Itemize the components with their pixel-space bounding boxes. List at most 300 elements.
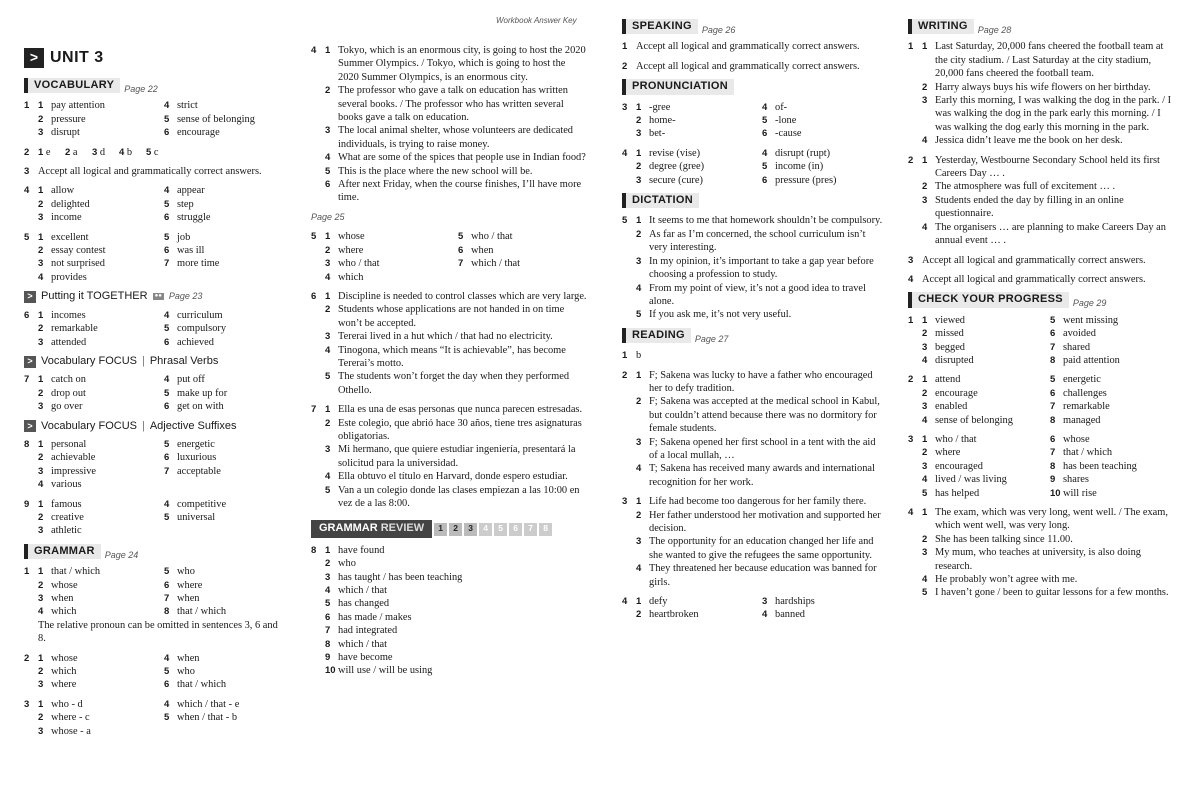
section-vocabulary: VOCABULARY Page 22 [24, 78, 286, 93]
item-number: 2 [38, 113, 44, 125]
item-number: 2 [922, 533, 928, 545]
answer-item [325, 244, 454, 257]
item-text: home- [649, 115, 676, 127]
item-number: 2 [325, 558, 331, 570]
item-number: 3 [636, 128, 642, 140]
exercise-row [311, 230, 587, 284]
item-text: who [338, 558, 356, 570]
item-number: 5 [325, 371, 331, 383]
exercise-number [622, 395, 636, 435]
item-number: 2 [325, 417, 331, 429]
item-text: step [177, 198, 194, 210]
item-text: viewed [935, 314, 966, 326]
answer-item [622, 228, 884, 255]
exercise [908, 40, 1174, 147]
answer-item [1050, 327, 1174, 340]
exercise-number [622, 255, 636, 282]
item-text: remarkable [1063, 401, 1110, 413]
answer-item [164, 387, 286, 400]
item-text: went missing [1063, 314, 1119, 326]
item-number: 6 [164, 336, 170, 348]
item-text: managed [1063, 414, 1101, 426]
item-number: 4 [164, 374, 170, 386]
answer-item [922, 433, 1046, 446]
item-text: lived / was living [935, 474, 1007, 486]
answer-item [164, 451, 286, 464]
item-text: athletic [51, 525, 82, 537]
item-text: when [177, 593, 200, 604]
answer-item [311, 651, 587, 664]
item-number: 2 [922, 387, 928, 399]
exercise-row [622, 147, 884, 187]
item-text: F; Sakena was accepted at the medical school in Kabul, but couldn’t attend because there was no dormitory for female students. [649, 396, 880, 435]
answer-item [311, 124, 587, 151]
section-check-progress: CHECK YOUR PROGRESS Page 29 [908, 292, 1174, 307]
review-box: 8 [539, 523, 552, 536]
item-text: when [51, 593, 74, 604]
answer-grid [38, 498, 286, 538]
answer-column [1050, 314, 1174, 368]
item-number: 5 [164, 712, 170, 724]
item-number: 2 [922, 447, 928, 459]
item-text: challenges [1063, 387, 1107, 399]
item-text: shared [1063, 341, 1091, 353]
item-number: 5 [164, 231, 170, 243]
answer-column [38, 309, 160, 349]
item-number: 8 [164, 606, 170, 618]
answer-column [922, 433, 1046, 500]
item-text: Mi hermano, que quiere estudiar ingeniería, presentará la solicitud para la universidad. [338, 444, 576, 469]
item-text: energetic [1063, 374, 1101, 386]
answer-item [1050, 354, 1174, 367]
answer-item [38, 698, 160, 711]
item-number: 1 [38, 374, 44, 386]
item-number: 7 [164, 258, 170, 270]
item-text: From my point of view, it’s not a good idea to travel alone. [649, 282, 866, 307]
item-text: whose - a [51, 725, 91, 737]
item-text: when [177, 652, 200, 664]
answer-column [38, 438, 160, 492]
item-number: 4 [922, 474, 928, 486]
item-number: 6 [164, 401, 170, 413]
item-text: energetic [177, 438, 215, 450]
item-number: 3 [636, 436, 642, 448]
answer-grid [38, 652, 286, 692]
item-number: 5 [762, 115, 768, 127]
answer-column [922, 314, 1046, 368]
item-number: 9 [1050, 474, 1056, 486]
item-number: 2 [636, 115, 642, 127]
item-number: 6 [164, 452, 170, 464]
item-number: 4 [325, 585, 331, 597]
item-number: 2 [325, 304, 331, 316]
item-number: 5 [164, 438, 170, 450]
exercise [311, 44, 587, 205]
item-text: where - c [51, 712, 90, 724]
exercise-row [24, 652, 286, 692]
answer-column [164, 309, 286, 349]
exercise-number [311, 638, 325, 651]
answer-item [38, 113, 160, 126]
answer-column [636, 595, 758, 622]
item-number: 3 [38, 336, 44, 348]
item-text: encouraged [935, 460, 983, 472]
answer-item [636, 160, 758, 173]
answer-item [164, 678, 286, 691]
answer-item [922, 314, 1046, 327]
answer-grid [922, 433, 1174, 500]
exercise-number: 4 [311, 45, 317, 56]
answer-item [38, 322, 160, 335]
item-text: This is the place where the new school will be. [338, 165, 533, 177]
item-text: Early this morning, I was walking the dog in the park. / I was walking the dog in the park early this morning. / I was walking the dog early this morning in the park. [935, 95, 1172, 133]
exercise-number: 4 [622, 147, 628, 159]
item-number: 7 [1050, 341, 1056, 353]
answer-item [311, 151, 587, 164]
item-number: 4 [922, 574, 928, 586]
together-badge-icon: ●● [154, 293, 162, 300]
item-text: universal [177, 511, 216, 523]
answer-column [762, 101, 884, 141]
answer-item [164, 498, 286, 511]
answer-item [164, 198, 286, 211]
item-number: 1 [38, 100, 44, 112]
item-text: will rise [1063, 487, 1097, 499]
item-number: 8 [325, 638, 331, 650]
answer-column [762, 147, 884, 187]
item-number: 3 [922, 401, 928, 413]
answer-column [38, 184, 160, 224]
item-number: 4 [762, 101, 768, 113]
item-text: pressure [51, 113, 86, 125]
answer-column [164, 184, 286, 224]
item-text: which [338, 271, 364, 283]
answer-grid [636, 147, 884, 187]
column-1 [24, 48, 286, 798]
answer-item [622, 562, 884, 589]
answer-item [1050, 387, 1174, 400]
answer-item [922, 400, 1046, 413]
exercise-number [311, 470, 325, 483]
answer-item [311, 417, 587, 444]
item-number: 3 [325, 125, 331, 137]
item-number: 3 [38, 465, 44, 477]
chevron-right-icon: > [24, 48, 44, 68]
item-number: 1 [636, 369, 642, 381]
item-text: incomes [51, 309, 86, 321]
answer-item [164, 257, 286, 270]
item-number: 5 [164, 666, 170, 678]
answer-column [636, 147, 758, 187]
item-number: 5 [164, 511, 170, 523]
answer-column [1050, 373, 1174, 427]
answer-item [311, 290, 587, 303]
item-text: He probably won’t agree with me. [935, 574, 1078, 586]
item-text: had integrated [338, 625, 398, 637]
answer-item [311, 584, 587, 597]
exercise-number: 5 [622, 215, 628, 227]
answer-item [1050, 373, 1174, 386]
item-number: 8 [1050, 354, 1056, 366]
item-text: If you ask me, it’s not very useful. [649, 309, 792, 321]
answer-item [1050, 473, 1174, 486]
review-box: 4 [479, 523, 492, 536]
answer-item [38, 309, 160, 322]
item-text: Yesterday, Westbourne Secondary School held its first Careers Day … . [935, 154, 1160, 180]
answer-item [38, 400, 160, 413]
exercise-number [311, 664, 325, 677]
item-number: 4 [922, 135, 928, 147]
item-number: 3 [325, 444, 331, 456]
item-text: heartbroken [649, 609, 699, 621]
item-number: 2 [922, 181, 928, 193]
item-number: 1 [636, 596, 642, 608]
exercise-number [311, 84, 325, 124]
exercise-number: 1 [908, 41, 914, 53]
item-number: 7 [1050, 447, 1056, 459]
answer-item [164, 244, 286, 257]
answer-item [311, 557, 587, 570]
answer-item [38, 126, 160, 139]
item-number: 1 [922, 41, 928, 53]
item-text: competitive [177, 498, 227, 510]
item-text: pay attention [51, 100, 105, 112]
answer-item [311, 330, 587, 343]
exercise-row [24, 698, 286, 738]
answer-item [38, 498, 160, 511]
answer-grid [38, 698, 286, 738]
exercise-number [908, 134, 922, 147]
item-number: 1 [922, 507, 928, 518]
answer-item [311, 370, 587, 397]
exercise-row [622, 595, 884, 622]
item-text: get on with [177, 401, 224, 413]
chevron-right-icon: > [24, 291, 36, 303]
exercise-number: 6 [24, 309, 30, 321]
exercise-number [311, 557, 325, 570]
item-number: 2 [38, 245, 44, 257]
item-number: 3 [325, 571, 331, 583]
answer-item [164, 336, 286, 349]
exercise-number [311, 344, 325, 371]
exercise-number: 1 [908, 314, 914, 326]
item-number: 1 [38, 185, 44, 197]
answer-item [922, 373, 1046, 386]
exercise-number [311, 571, 325, 584]
item-text: She has been talking since 11.00. [935, 533, 1073, 545]
answer-item [622, 395, 884, 435]
answer-item [908, 586, 1174, 599]
item-text: Jessica didn’t leave me the book on her desk. [935, 135, 1123, 147]
answer-item [164, 373, 286, 386]
exercise-number [908, 194, 922, 221]
item-number: 2 [636, 161, 642, 173]
item-text: Este colegio, que abrió hace 30 años, tiene tres asignaturas obligatorias. [338, 417, 582, 442]
answer-column [38, 698, 160, 738]
item-number: 2 [38, 579, 44, 591]
item-text: which / that - e [177, 698, 240, 710]
answer-item [164, 126, 286, 139]
answer-item [164, 698, 286, 711]
item-number: 4 [38, 479, 44, 491]
item-text: Harry always buys his wife flowers on her birthday. [935, 81, 1151, 93]
item-number: 6 [164, 212, 170, 224]
item-number: 1 [38, 309, 44, 321]
item-number: 2 [38, 712, 44, 724]
answer-column [164, 231, 286, 285]
item-number: 3 [922, 460, 928, 472]
item-text: who / that [471, 231, 513, 243]
exercise-number [311, 443, 325, 470]
exercise-number: 7 [24, 374, 30, 386]
answer-item [164, 652, 286, 665]
answer-item [38, 211, 160, 224]
item-number: 4 [164, 100, 170, 112]
exercise [24, 498, 286, 538]
answer-item [38, 451, 160, 464]
item-text: income [51, 212, 82, 224]
section-pronunciation: PRONUNCIATION [622, 79, 884, 94]
item-text: Last Saturday, 20,000 fans cheered the football team at the city stadium. / Last Saturday at the city stadium, 20,000 fans cheered the football team. [935, 41, 1164, 80]
answer-item [38, 678, 160, 691]
exercise-number: 3 [622, 496, 628, 508]
item-text: where [935, 447, 961, 459]
answer-item [1050, 460, 1174, 473]
item-number: 7 [458, 258, 464, 270]
item-text: The organisers … are planning to make Careers Day an annual event … . [935, 221, 1166, 247]
exercise-note: The relative pronoun can be omitted in sentences 3, 6 and 8. [38, 619, 278, 645]
answer-item [38, 565, 160, 578]
item-text: sense of belonging [935, 414, 1013, 426]
answer-item [38, 99, 160, 112]
answer-item [908, 573, 1174, 586]
answer-item [38, 231, 160, 244]
exercise-number: 3 [622, 101, 628, 113]
item-text: Life had become too dangerous for her family there. [649, 496, 867, 508]
exercise-row [24, 309, 286, 349]
answer-grid [38, 565, 286, 619]
item-text: has helped [935, 487, 980, 499]
item-number: 1 [636, 215, 642, 227]
answer-item [762, 127, 884, 140]
answer-item [164, 711, 286, 724]
answer-item [164, 184, 286, 197]
answer-item [922, 473, 1046, 486]
answer-grid [38, 309, 286, 349]
item-text: secure (cure) [649, 174, 703, 186]
answer-item [311, 638, 587, 651]
answer-item [636, 147, 758, 160]
item-text: that / which [177, 679, 227, 691]
exercise [908, 373, 1174, 427]
answer-item [164, 665, 286, 678]
section-reading: READING Page 27 [622, 328, 884, 343]
answer-item [636, 174, 758, 187]
answer-column [458, 230, 587, 284]
item-number: 5 [325, 165, 331, 177]
answer-grid [636, 595, 884, 622]
answer-column [38, 99, 160, 139]
item-text: who / that [338, 258, 380, 270]
answer-item [622, 308, 884, 321]
item-number: 2 [325, 244, 331, 256]
answer-item [164, 438, 286, 451]
exercise-number [311, 370, 325, 397]
exercise-number [622, 308, 636, 321]
answer-item [908, 506, 1174, 533]
answer-item [311, 303, 587, 330]
item-text: pressure (pres) [775, 174, 837, 186]
answer-item [1050, 446, 1174, 459]
exercise [908, 506, 1174, 600]
review-box: 5 [494, 523, 507, 536]
item-text: of- [775, 101, 788, 113]
exercise-row [24, 99, 286, 139]
chevron-right-icon: > [24, 356, 36, 368]
item-number: 1 [38, 698, 44, 710]
answer-item [164, 99, 286, 112]
exercise-number [908, 81, 922, 94]
item-text: when / that - b [177, 712, 238, 724]
exercise-number [311, 124, 325, 151]
answer-item [908, 81, 1174, 94]
item-text: struggle [177, 212, 211, 224]
item-text: provides [51, 271, 87, 283]
item-number: 5 [922, 587, 928, 599]
answer-item [164, 400, 286, 413]
exercise-number: 2 [622, 369, 628, 381]
item-number: 4 [762, 609, 768, 621]
item-text: catch on [51, 374, 86, 386]
item-number: 4 [762, 147, 768, 159]
item-text: Ella es una de esas personas que nunca parecen estresadas. [338, 404, 583, 416]
review-box: 3 [464, 523, 477, 536]
item-text: creative [51, 511, 84, 523]
exercise-number [908, 573, 922, 586]
answer-item [636, 608, 758, 621]
item-number: 1 [325, 404, 331, 416]
item-text: delighted [51, 198, 90, 210]
item-text: Students whose applications are not handed in on time won’t be accepted. [338, 304, 565, 329]
answer-item [38, 387, 160, 400]
answer-item [636, 127, 758, 140]
answer-grid [38, 231, 286, 285]
item-text: have become [338, 652, 393, 664]
exercise-number: 8 [311, 544, 317, 556]
item-text: F; Sakena opened her first school in a tent with the aid of a local mullah, … [649, 436, 876, 461]
answer-item [458, 244, 587, 257]
exercise [908, 314, 1174, 368]
item-number: 7 [325, 625, 331, 637]
item-text: which [51, 666, 77, 678]
exercise-number [622, 535, 636, 562]
answer-column [762, 595, 884, 622]
item-text: who - d [51, 698, 83, 710]
item-text: strict [177, 100, 198, 112]
item-number: 2 [636, 509, 642, 521]
answer-item [908, 194, 1174, 221]
item-number: 3 [38, 127, 44, 139]
answer-item [922, 354, 1046, 367]
section-putting-together: > Putting it TOGETHER ●● Page 23 [24, 290, 286, 303]
item-text: allow [51, 185, 75, 197]
item-number: 2 [38, 666, 44, 678]
item-text: impressive [51, 465, 97, 477]
answer-item [38, 244, 160, 257]
item-number: 2 [325, 85, 331, 97]
exercise-number: 1 [24, 566, 30, 578]
review-box: 7 [524, 523, 537, 536]
